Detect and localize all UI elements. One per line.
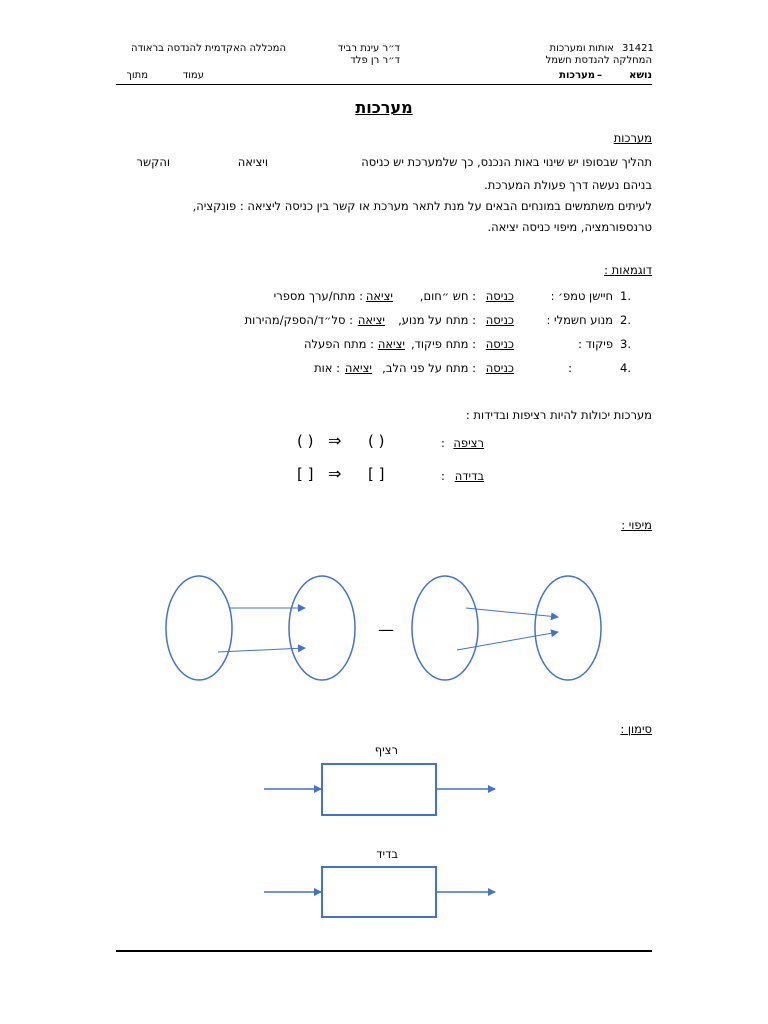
- example-output-value: : מתח/ערך מספרי: [273, 289, 363, 303]
- example-name: פיקוד :: [578, 337, 613, 351]
- example-name: מנוע חשמלי :: [546, 313, 613, 327]
- discrete-colon: :: [441, 469, 445, 483]
- intro-line-1a: תהליך שבסופו יש שינוי באות הנכנס, כך שלמערכת יש כניסה: [361, 155, 652, 169]
- mapping-heading: מיפוי :: [621, 518, 652, 532]
- footer-divider: [116, 950, 652, 952]
- example-number: 1.: [620, 289, 631, 303]
- example-output-value: : מתח הפעלה: [303, 337, 374, 351]
- types-intro: מערכות יכולות להיות רציפות ובדידות :: [465, 408, 652, 422]
- example-output-label: יציאה: [344, 361, 372, 375]
- example-number: 4.: [620, 361, 631, 375]
- example-output-value: : אות: [314, 361, 340, 375]
- course-number: 31421: [622, 43, 654, 54]
- example-input-value: : מתח פיקוד,: [410, 337, 476, 351]
- mapping-range-set-2: [535, 576, 601, 680]
- topic-value: מערכות: [559, 70, 595, 81]
- mapping-arrow: [457, 632, 558, 650]
- examples-heading: דוגמאות :: [604, 263, 652, 277]
- continuous-arrow: ⇒: [328, 431, 342, 450]
- discrete-arrow: ⇒: [328, 464, 342, 483]
- example-name: חיישן טמפ׳ :: [550, 289, 613, 303]
- topic-dash: –: [597, 70, 602, 81]
- example-input-label: כניסה: [485, 289, 514, 303]
- continuous-label: רציפה: [453, 436, 484, 450]
- intro-line-2: בניהם נעשה דרך פעולת המערכת.: [484, 178, 652, 192]
- example-input-value: : חש ״חום,: [419, 289, 476, 303]
- page-of-label: מתוך: [126, 70, 148, 81]
- page-label: עמוד: [182, 70, 204, 81]
- college-name: המכללה האקדמית להנדסה בראודה: [131, 43, 286, 54]
- example-output-label: יציאה: [357, 313, 385, 327]
- page-title: מערכות: [355, 98, 413, 117]
- example-input-label: כניסה: [485, 361, 514, 375]
- example-output-value: : סל״ד/הספק/מהירות: [244, 313, 353, 327]
- continuous-input-brackets: ( ): [297, 432, 314, 450]
- example-input-value: : מתח על מנוע,: [398, 313, 476, 327]
- example-number: 3.: [620, 337, 631, 351]
- continuous-caption: רציף: [374, 743, 398, 757]
- mapping-domain-set-1: [166, 576, 232, 680]
- mapping-range-set-1: [289, 576, 355, 680]
- lecturer-2: ד״ר רן פלד: [350, 55, 400, 66]
- discrete-caption: בדיד: [376, 847, 398, 861]
- lecturer-1: ד״ר עינת רביד: [337, 43, 400, 54]
- example-input-label: כניסה: [485, 313, 514, 327]
- example-input-value: : מתח על פני הלב,: [382, 361, 476, 375]
- intro-line-3: לעיתים משתמשים במונחים הבאים על מנת לתאר מערכת או קשר בין כניסה ליציאה : פונקציה,: [192, 199, 652, 213]
- notation-heading: סימון :: [620, 722, 652, 736]
- intro-heading: מערכות: [613, 131, 652, 145]
- discrete-system-block: [322, 867, 436, 917]
- continuous-system-block: [322, 764, 436, 815]
- example-output-label: יציאה: [377, 337, 405, 351]
- department: המחלקה להנדסת חשמל: [545, 55, 652, 66]
- example-number: 2.: [620, 313, 631, 327]
- mapping-arrow: [466, 608, 558, 617]
- mapping-dash: —: [378, 620, 394, 639]
- example-name: :: [568, 361, 572, 375]
- mapping-domain-set-2: [412, 576, 478, 680]
- intro-line-4: טרנספורמציה, מיפוי כניסה יציאה.: [487, 220, 652, 234]
- example-output-label: יציאה: [365, 289, 393, 303]
- intro-line-1c: והקשר: [136, 155, 170, 169]
- discrete-input-brackets: [ ]: [297, 465, 314, 483]
- course-name: אותות ומערכות: [549, 43, 614, 54]
- example-input-label: כניסה: [485, 337, 514, 351]
- topic-label: נושא: [629, 70, 652, 81]
- continuous-output-brackets: ( ): [368, 432, 385, 450]
- continuous-colon: :: [441, 436, 445, 450]
- discrete-output-brackets: [ ]: [368, 465, 385, 483]
- discrete-label: בדידה: [454, 469, 484, 483]
- intro-line-1b: ויציאה: [237, 155, 268, 169]
